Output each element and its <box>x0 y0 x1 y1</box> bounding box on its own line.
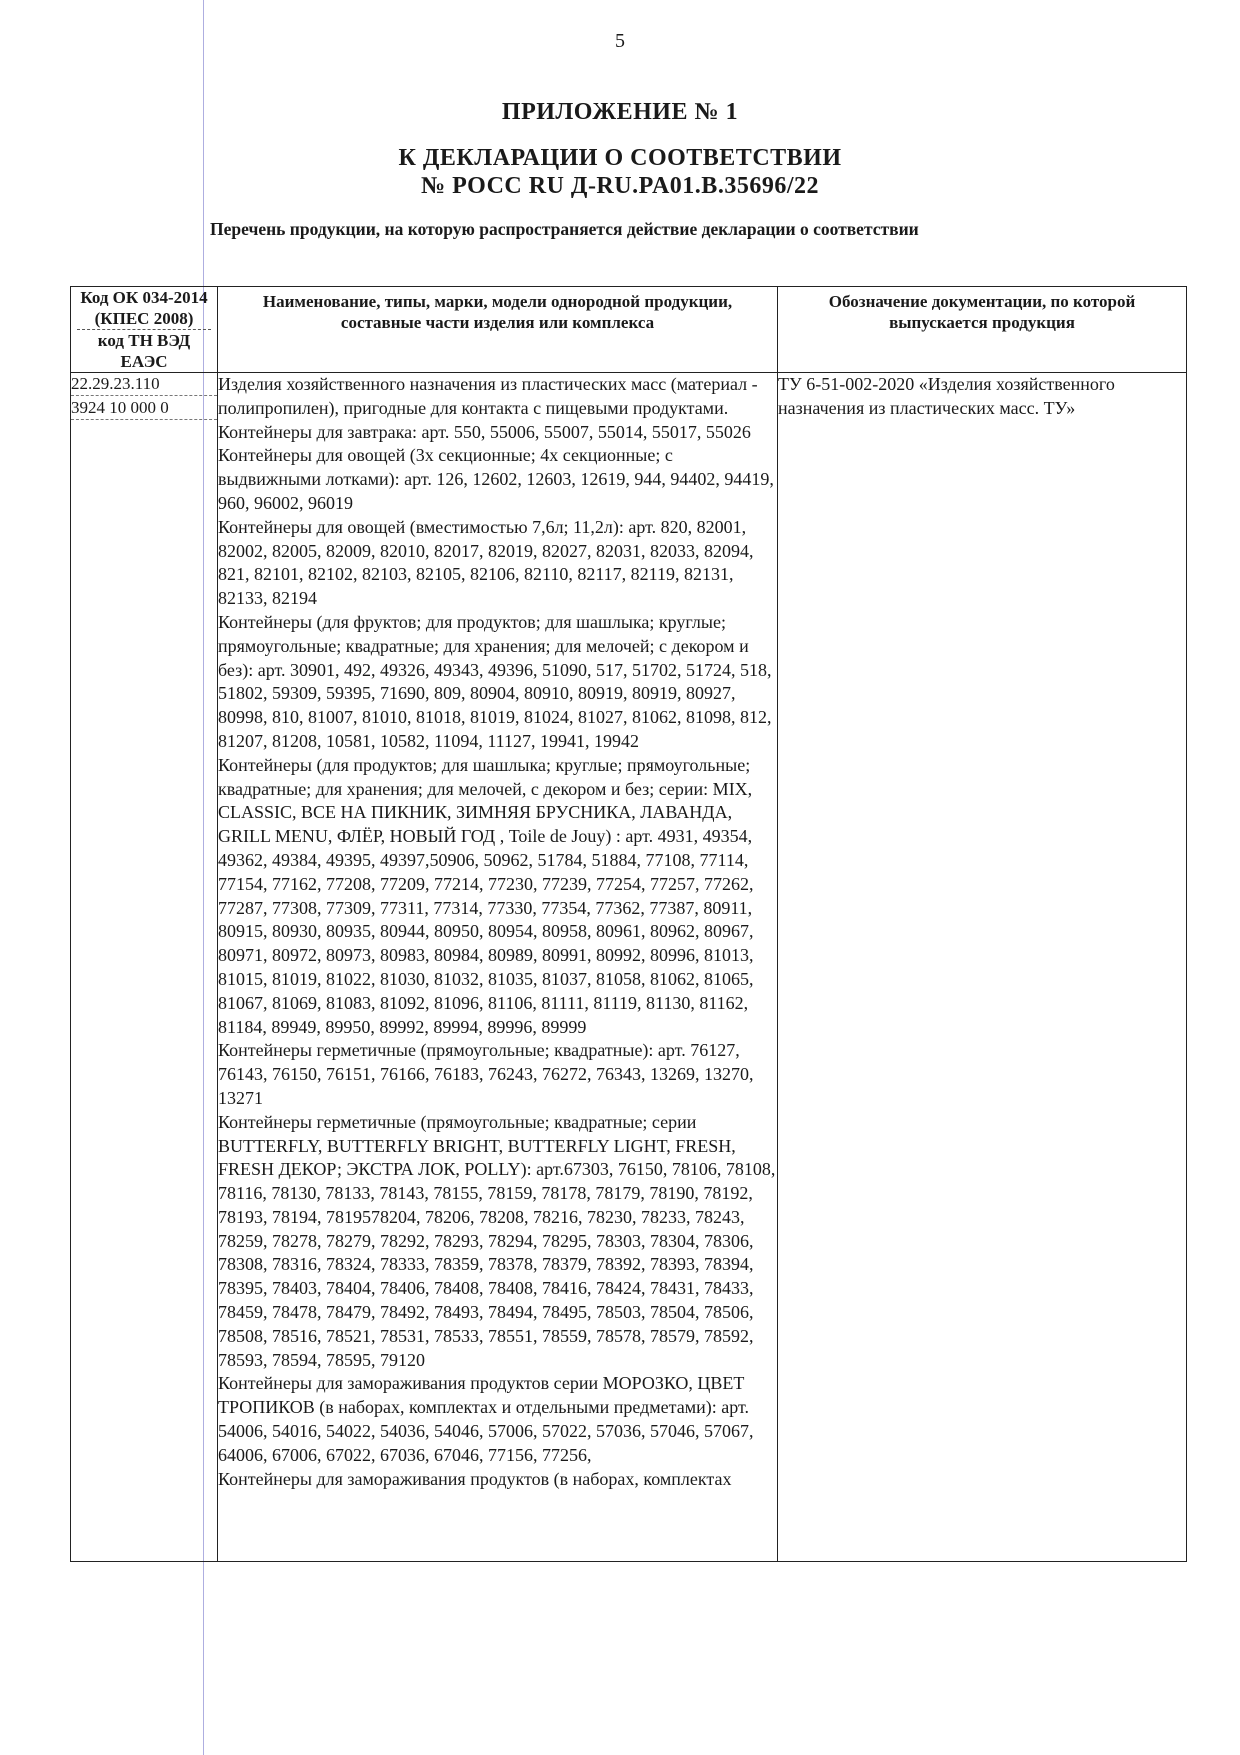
page-number: 5 <box>615 30 625 52</box>
declaration-number: № РОСС RU Д-RU.PA01.B.35696/22 <box>421 173 819 199</box>
code-header <box>71 287 218 373</box>
products-table <box>70 286 1187 1562</box>
documentation-cell: ТУ 6-51-002-2020 «Изделия хозяйственного назначения из пластических масс. ТУ» <box>778 373 1187 1562</box>
description-paragraph: Изделия хозяйственного назначения из пластических масс (материал - полипропилен), пригодные для контакта с пищевыми продуктами. Контейнеры для завтрака: арт. 550, 55006, 55007, 55014, 55017, 55026 <box>218 374 758 442</box>
description-paragraph: Контейнеры (для фруктов; для продуктов; для шашлыка; круглые; прямоугольные; квадратные; для хранения; для мелочей; с декором и без): арт. 30901, 492, 49326, 49343, 49396, 51090, 517, 51702, 51724, 518, 51802, 59309, 59395, 71690, 809, 80904, 80910, 80919, 80919, 80927, 80998, 810, 81007, 81010, 81018, 81019, 81024, 81027, 81062, 81098, 812, 81207, 81208, 10581, 10582, 11094, 11127, 19941, 19942 <box>218 611 772 751</box>
description-paragraph: Контейнеры для овощей (3х секционные; 4х секционные; с выдвижными лотками): арт. 126, 12602, 12603, 12619, 944, 94402, 94419, 960, 96002, 96019 <box>218 445 774 513</box>
declaration-title: К ДЕКЛАРАЦИИ О СООТВЕТСТВИИ <box>398 145 842 171</box>
code-ok-header-line2: (КПЕС 2008) <box>94 309 194 328</box>
name-header: Наименование, типы, марки, модели однородной продукции, составные части изделия или комплекса <box>218 287 778 373</box>
description-paragraph: Контейнеры для замораживания продуктов (в наборах, комплектах <box>218 1468 732 1489</box>
list-subtitle: Перечень продукции, на которую распространяется действие декларации о соответствии <box>210 219 919 239</box>
code-ok-value: 22.29.23.110 <box>71 373 217 396</box>
code-tn-value: 3924 10 000 0 <box>71 397 217 420</box>
description-paragraph: Контейнеры (для продуктов; для шашлыка; круглые; прямоугольные; квадратные; для хранения; для мелочей, с декором и без; серии: MIX, CLASSIC, ВСЕ НА ПИКНИК, ЗИМНЯЯ БРУСНИКА, ЛАВАНДА, GRILL MENU, ФЛЁР, НОВЫЙ ГОД , Toile de Jouy) : арт. 4931, 49354, 49362, 49384, 49395, 49397,50906, 50962, 51784, 51884, 77108, 77114, 77154, 77162, 77208, 77209, 77214, 77230, 77239, 77254, 77257, 77262, 77287, 77308, 77309, 77311, 77314, 77330, 77354, 77362, 77387, 80911, 80915, 80930, 80935, 80944, 80950, 80954, 80958, 80961, 80962, 80967, 80971, 80972, 80973, 80983, 80984, 80989, 80991, 80992, 80996, 81013, 81015, 81019, 81022, 81030, 81032, 81035, 81037, 81058, 81062, 81065, 81067, 81069, 81083, 81092, 81096, 81106, 81111, 81119, 81130, 81162, 81184, 89949, 89950, 89992, 89994, 89996, 89999 <box>218 754 754 1037</box>
code-tn-header-line1: код ТН ВЭД <box>97 331 191 350</box>
description-paragraph: Контейнеры герметичные (прямоугольные; квадратные): арт. 76127, 76143, 76150, 76151, 76166, 76183, 76243, 76272, 76343, 13269, 13270, 13271 <box>218 1040 754 1108</box>
table-row <box>71 373 1187 1562</box>
codes-cell <box>71 373 218 1562</box>
docs-header: Обозначение документации, по которой выпускается продукция <box>778 287 1187 373</box>
description-paragraph: Контейнеры для овощей (вместимостью 7,6л; 11,2л): арт. 820, 82001, 82002, 82005, 82009, 82010, 82017, 82019, 82027, 82031, 82033, 82094, 821, 82101, 82102, 82103, 82105, 82106, 82110, 82117, 82119, 82131, 82133, 82194 <box>218 516 754 609</box>
description-paragraph: Контейнеры для замораживания продуктов серии МОРОЗКО, ЦВЕТ ТРОПИКОВ (в наборах, комплектах и отдельными предметами): арт. 54006, 54016, 54022, 54036, 54046, 57006, 57022, 57036, 57046, 57067, 64006, 67006, 67022, 67036, 67046, 77156, 77256, <box>218 1373 754 1465</box>
code-ok-header-line1: Код ОК 034-2014 <box>80 288 208 307</box>
description-cell <box>218 373 778 1562</box>
code-tn-header-line2: ЕАЭС <box>120 352 168 371</box>
table-header-row <box>71 287 1187 373</box>
appendix-title: ПРИЛОЖЕНИЕ № 1 <box>501 99 739 125</box>
description-paragraph: Контейнеры герметичные (прямоугольные; квадратные; серии BUTTERFLY, BUTTERFLY BRIGHT, BUTTERFLY LIGHT, FRESH, FRESH ДЕКОР; ЭКСТРА ЛОК, POLLY): арт.67303, 76150, 78106, 78108, 78116, 78130, 78133, 78143, 78155, 78159, 78178, 78179, 78190, 78192, 78193, 78194, 7819578204, 78206, 78208, 78216, 78230, 78233, 78243, 78259, 78278, 78279, 78292, 78293, 78294, 78295, 78303, 78304, 78306, 78308, 78316, 78324, 78333, 78359, 78378, 78379, 78392, 78393, 78394, 78395, 78403, 78404, 78406, 78408, 78408, 78416, 78424, 78431, 78433, 78459, 78478, 78479, 78492, 78493, 78494, 78495, 78503, 78504, 78506, 78508, 78516, 78521, 78531, 78533, 78551, 78559, 78578, 78579, 78592, 78593, 78594, 78595, 79120 <box>218 1111 776 1370</box>
